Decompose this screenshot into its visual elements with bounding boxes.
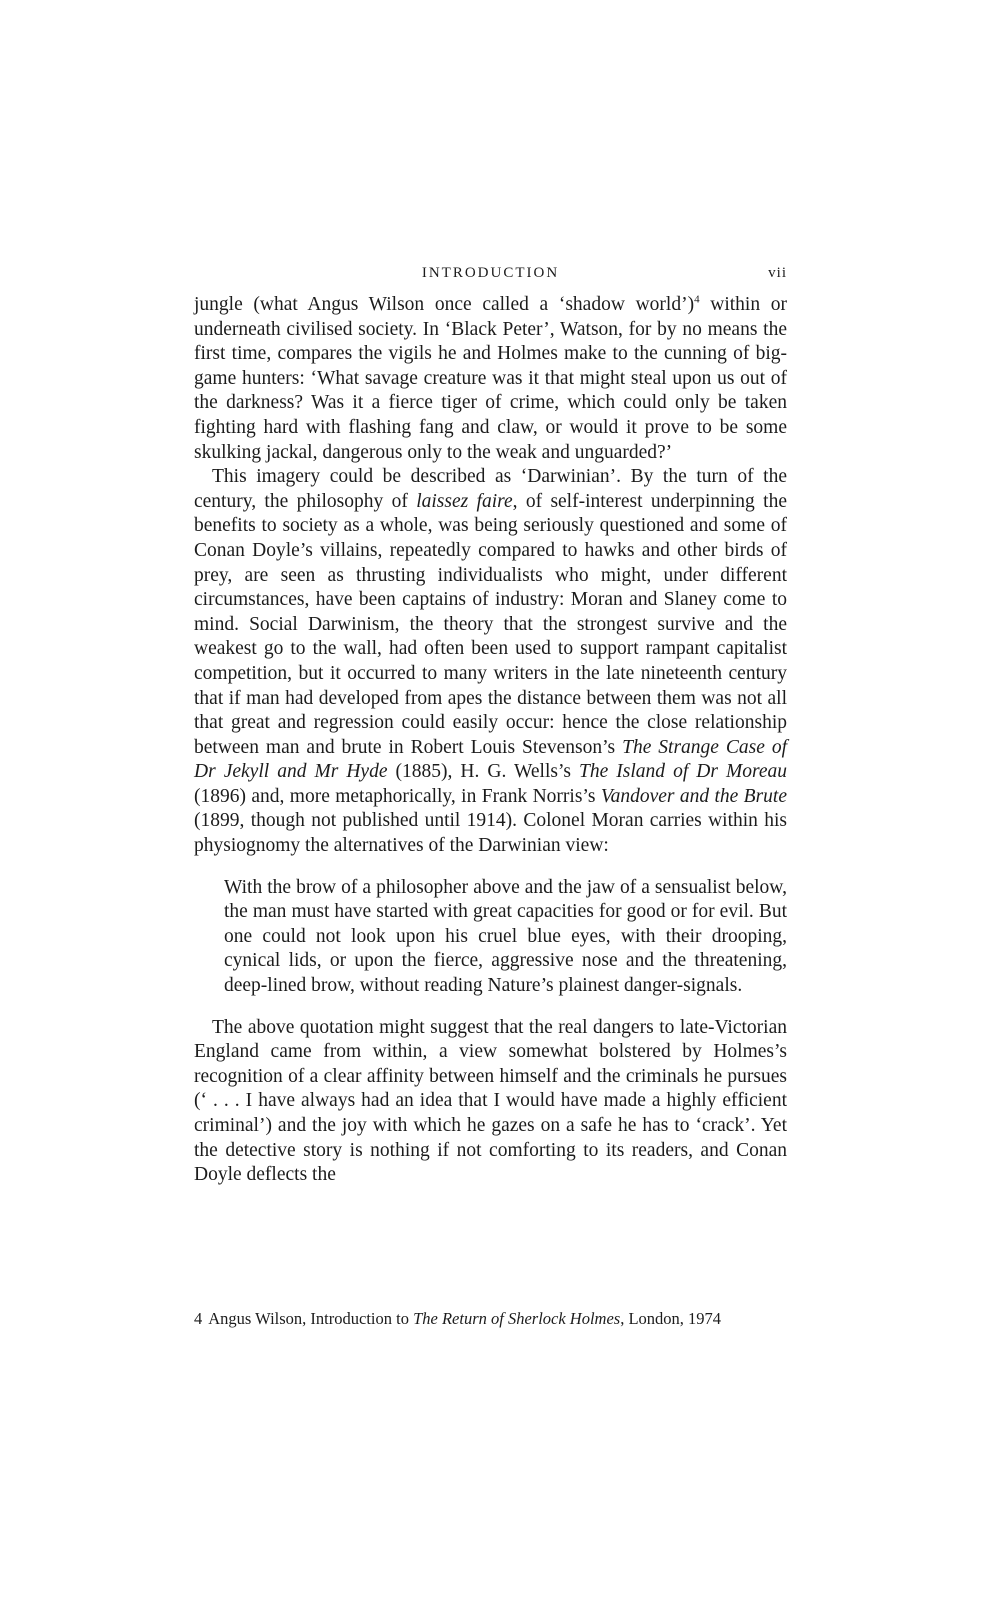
book-title-vandover-brute: Vandover and the Brute <box>600 785 788 807</box>
page-number: vii <box>768 265 787 281</box>
footnote-text-end: , London, 1974 <box>620 1309 722 1328</box>
footnote-book-title: The Return of Sherlock Holmes <box>413 1309 621 1328</box>
paragraph-2-text: , of self-interest underpinning the benefits to society as a whole, was being seriously questioned and some of Conan Doyle’s villains, repeatedly compared to hawks and other birds of prey, are seen as thrusting individualists who might, under different circumstances, have been captains of industry: Moran and Slaney come to mind. Social Darwinism, the theory that the strongest survive and the weakest go to the wall, had often been used to support rampant capitalist competition, but it occurred to many writers in the late nineteenth century that if man had developed from apes the distance between them was not all that great and regression could easily occur: hence the close relationship between man and brute in Robert Louis Stevenson’s <box>194 490 787 758</box>
paragraph-1-text-a: jungle (what Angus Wilson once called a ‘shadow world’) <box>194 294 695 315</box>
paragraph-2-text: (1899, though not published until 1914). Colonel Moran carries within his physiognomy the alternatives of the Darwinian view: <box>194 810 787 857</box>
paragraph-2-text: (1896) and, more metaphorically, in Frank Norris’s <box>194 785 601 807</box>
block-quote: With the brow of a philosopher above and the jaw of a sensualist below, the man must have started with great capacities for good or for evil. But one could not look upon his cruel blue eyes, with their drooping, cynical lids, or upon the fierce, aggressive nose and the threatening, deep-lined brow, without reading Nature’s plainest danger-signals. <box>224 876 787 997</box>
book-title-island-dr-moreau: The Island of Dr Moreau <box>579 761 787 783</box>
footnote-reference: 4 <box>694 293 700 306</box>
running-head <box>194 265 787 285</box>
paragraph-2 <box>194 465 787 859</box>
italic-phrase-laissez-faire: laissez faire <box>416 490 513 512</box>
book-title-jekyll-hyde: The Strange Case of Dr Jekyll and Mr Hyde <box>194 736 787 783</box>
footnote <box>194 1308 787 1330</box>
paragraph-2-text: This imagery could be described as ‘Darwinian’. By the turn of the century, the philosophy of <box>194 466 787 512</box>
paragraph-1 <box>194 293 787 465</box>
running-head-title: INTRODUCTION <box>421 265 560 281</box>
paragraph-3: The above quotation might suggest that the real dangers to late-Victorian England came from within, a view somewhat bolstered by Holmes’s recognition of a clear affinity between himself and the criminals he pursues (‘ . . . I have always had an idea that I would have made a highly efficient criminal’) and the joy with which he gazes on a safe he has to ‘crack’. Yet the detective story is nothing if not comforting to its readers, and Conan Doyle deflects the <box>194 1016 787 1186</box>
footnote-text: Angus Wilson, Introduction to <box>208 1309 414 1328</box>
body-text <box>194 293 787 1188</box>
footnote-number: 4 <box>194 1309 203 1328</box>
paragraph-2-text: (1885), H. G. Wells’s <box>387 761 580 783</box>
paragraph-1-text-b: within or underneath civilised society. In ‘Black Peter’, Watson, for by no means the first time, compares the vigils he and Holmes make to the cunning of big-game hunters: ‘What savage creature was it that might steal upon us out of the darkness? Was it a fierce tiger of crime, which could only be taken fighting hard with flashing fang and claw, or would it prove to be some skulking jackal, dangerous only to the weak and unguarded?’ <box>194 294 787 463</box>
